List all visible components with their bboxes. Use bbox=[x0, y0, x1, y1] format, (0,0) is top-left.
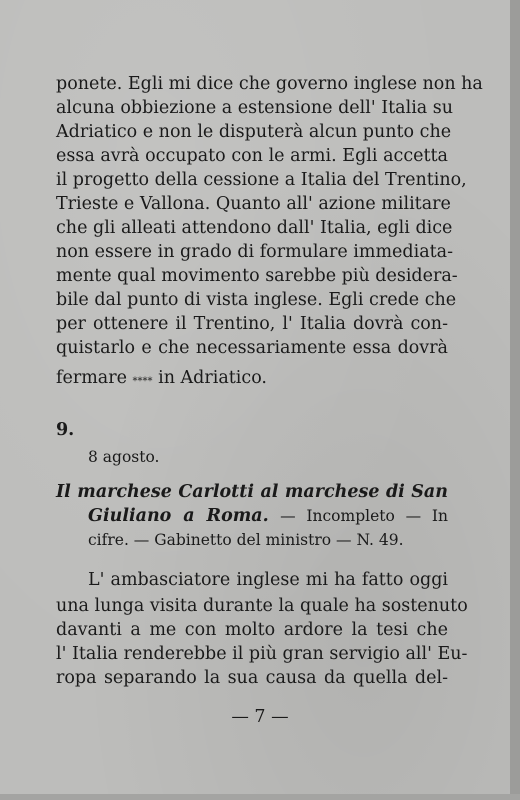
text-line: davanti a me con molto ardore la tesi che bbox=[56, 620, 448, 640]
text-fragment: in Adriatico. bbox=[158, 368, 267, 388]
text-line: alcuna obbiezione a estensione dell' Italia su bbox=[56, 98, 454, 118]
text-line: L' ambasciatore inglese mi ha fatto oggi bbox=[88, 570, 448, 590]
heading-text: Giuliano a Roma. bbox=[88, 506, 269, 526]
page-number: — 7 — bbox=[231, 707, 289, 727]
text-line: ponete. Egli mi dice che governo inglese non ha bbox=[56, 74, 483, 94]
text-line: Trieste e Vallona. Quanto all' azione militare bbox=[56, 194, 451, 214]
document-heading bbox=[56, 480, 448, 504]
text-line: mente qual movimento sarebbe più desidera- bbox=[56, 266, 458, 286]
omission-stars: **** bbox=[132, 376, 153, 387]
document-heading-continued bbox=[88, 504, 448, 528]
text-line: bile dal punto di vista inglese. Egli crede che bbox=[56, 290, 457, 310]
text-line: quistarlo e che necessariamente essa dovrà bbox=[56, 338, 448, 358]
text-fragment: fermare bbox=[56, 368, 127, 388]
text-line: non essere in grado di formulare immediata- bbox=[56, 242, 454, 262]
text-line: che gli alleati attendono dall' Italia, egli dice bbox=[56, 218, 453, 238]
text-line: essa avrà occupato con le armi. Egli accetta bbox=[56, 146, 448, 166]
page-bottom-edge bbox=[0, 794, 520, 800]
text-line: Adriatico e non le disputerà alcun punto che bbox=[56, 122, 452, 142]
document-date: 8 agosto. bbox=[88, 448, 160, 466]
heading-note-line: cifre. — Gabinetto del ministro — N. 49. bbox=[88, 531, 404, 549]
text-line: per ottenere il Trentino, l' Italia dovrà con- bbox=[56, 314, 448, 334]
text-line: il progetto della cessione a Italia del Trentino, bbox=[56, 170, 467, 190]
text-line: l' Italia renderebbe il più gran servigio all' Eu- bbox=[56, 644, 468, 664]
text-line-final bbox=[56, 366, 448, 394]
text-line: ropa separando la sua causa da quella del- bbox=[56, 668, 448, 688]
text-line: una lunga visita durante la quale ha sostenuto bbox=[56, 596, 468, 616]
section-number: 9. bbox=[56, 420, 75, 440]
heading-text: Il marchese Carlotti al marchese di San bbox=[56, 482, 448, 502]
heading-note: — Incompleto — In bbox=[280, 507, 448, 525]
page-edge-shadow bbox=[510, 0, 520, 800]
